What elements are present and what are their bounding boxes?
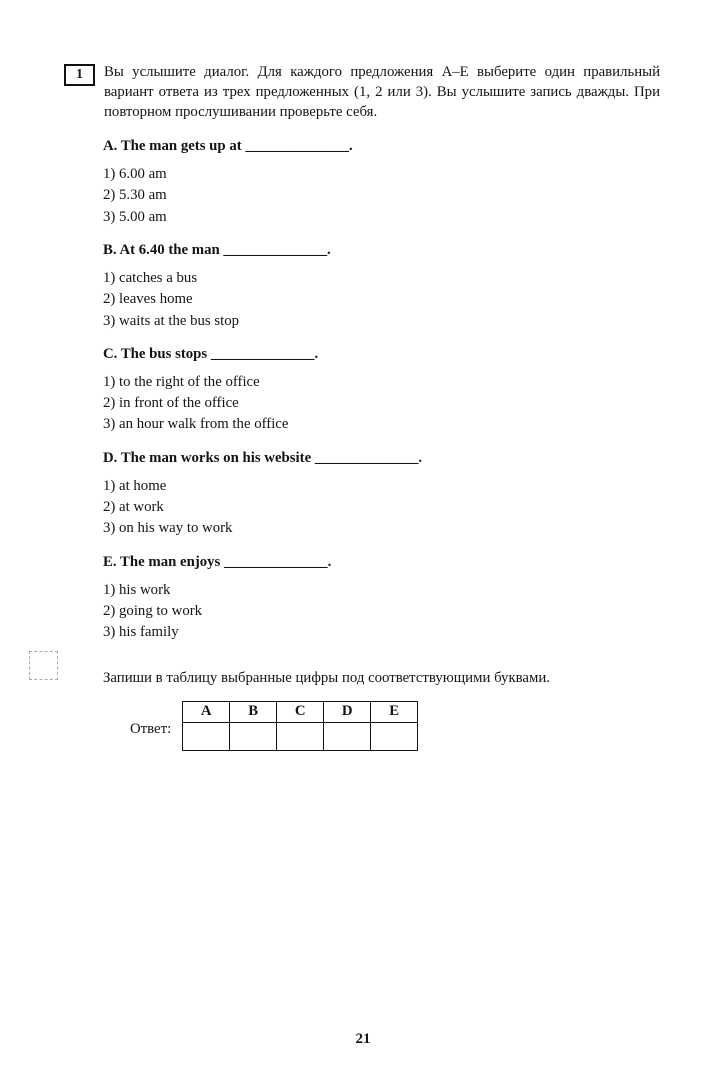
answer-prompt: Запиши в таблицу выбранные цифры под соответствующими буквами.	[103, 669, 550, 686]
question-e-option-1: 1) his work	[103, 582, 171, 599]
question-d-option-2: 2) at work	[103, 499, 164, 516]
answer-cell-e	[371, 722, 418, 750]
answer-col-b: B	[230, 701, 277, 722]
margin-dashed-box	[29, 651, 58, 680]
task-instructions: Вы услышите диалог. Для каждого предложения А–Е выберите один правильный вариант ответа из трех предложенных (1, 2 или 3). Вы услышите запись дважды. При повторном прослушивании проверьте себя.	[104, 64, 660, 121]
question-b-option-3: 3) waits at the bus stop	[103, 312, 240, 329]
answer-col-a: A	[183, 701, 230, 722]
question-a-stem: A. The man gets up at ______________.	[103, 138, 353, 155]
question-d	[103, 450, 656, 538]
question-b-option-2: 2) leaves home	[103, 291, 193, 308]
question-a-option-2: 2) 5.30 am	[103, 187, 167, 204]
question-d-option-3: 3) on his way to work	[103, 520, 233, 537]
question-e-option-2: 2) going to work	[103, 603, 203, 620]
answer-cell-c	[277, 722, 324, 750]
question-c-option-2: 2) in front of the office	[103, 395, 239, 412]
question-d-stem: D. The man works on his website ______________.	[103, 450, 423, 467]
answer-col-e: E	[371, 701, 418, 722]
question-b-option-1: 1) catches a bus	[103, 270, 198, 287]
question-e	[103, 554, 656, 642]
answer-row	[130, 701, 726, 751]
page-number: 21	[355, 1031, 371, 1047]
question-b	[103, 242, 656, 330]
question-e-stem: E. The man enjoys ______________.	[103, 554, 332, 571]
task-number: 1	[76, 67, 83, 82]
question-a-option-1: 1) 6.00 am	[103, 166, 167, 183]
question-c-option-1: 1) to the right of the office	[103, 374, 260, 391]
answer-col-c: C	[277, 701, 324, 722]
answer-table-value-row	[183, 722, 418, 750]
question-d-option-1: 1) at home	[103, 478, 167, 495]
question-b-stem: B. At 6.40 the man ______________.	[103, 242, 331, 259]
answer-cell-b	[230, 722, 277, 750]
answer-col-d: D	[324, 701, 371, 722]
task-number-box	[64, 64, 95, 86]
task-header	[64, 62, 660, 122]
question-c-option-3: 3) an hour walk from the office	[103, 416, 289, 433]
answer-table-header-row	[183, 701, 418, 722]
question-e-option-3: 3) his family	[103, 624, 179, 641]
question-c-stem: C. The bus stops ______________.	[103, 346, 319, 363]
answer-cell-d	[324, 722, 371, 750]
answer-cell-a	[183, 722, 230, 750]
question-a-option-3: 3) 5.00 am	[103, 208, 167, 225]
question-c	[103, 346, 656, 434]
question-a	[103, 138, 656, 226]
answer-table	[182, 701, 418, 751]
answer-label: Ответ:	[130, 721, 172, 738]
questions-list	[103, 138, 656, 642]
